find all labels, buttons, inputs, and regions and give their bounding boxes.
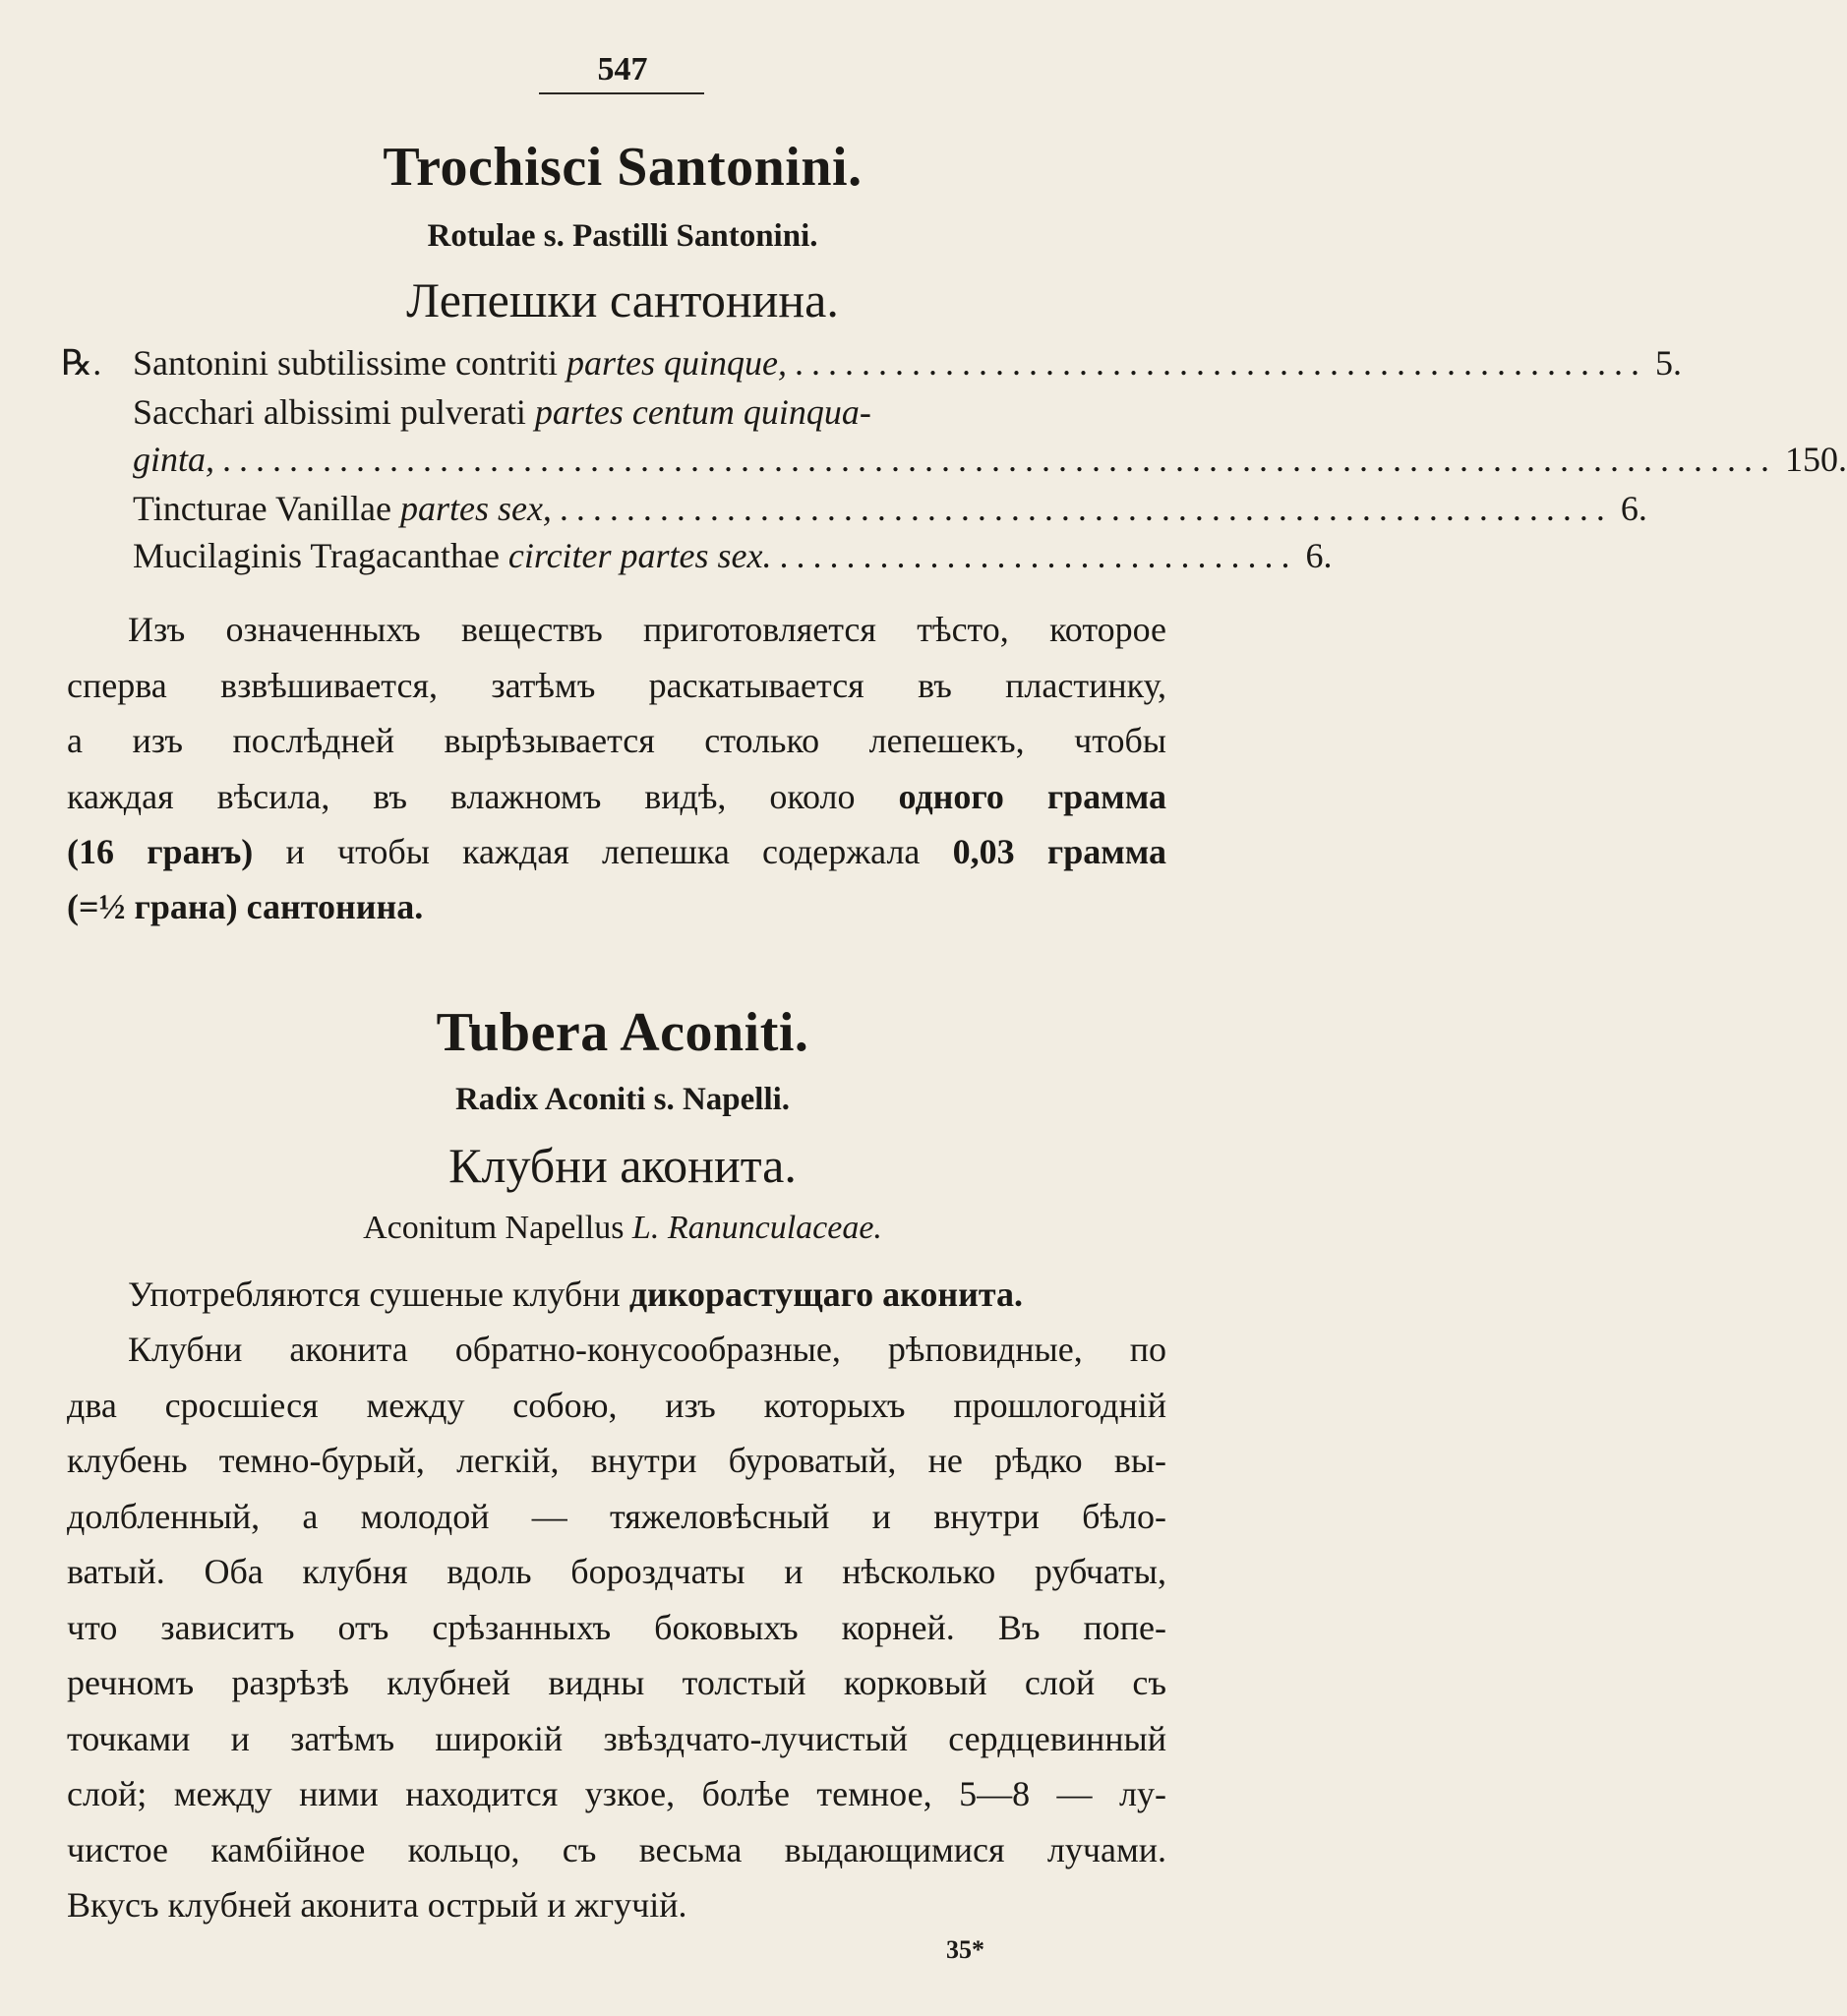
recipe-ingredient: ginta, [133,440,215,479]
recipe-line [133,391,1165,433]
recipe-line [133,488,1647,529]
paragraph-line: долбленный, а молодой — тяжеловѣсный и внутри бѣло- [67,1496,1166,1536]
paragraph-line: клубень темно-бурый, легкій, внутри буроватый, не рѣдко вы- [67,1441,1166,1480]
paragraph-line: Употребляются сушеные клубни дикорастущаго аконита. [128,1275,1023,1314]
header-rule [539,92,704,94]
paragraph-line: точками и затѣмъ широкій звѣздчато-лучистый сердцевинный [67,1718,1166,1758]
recipe-ingredient: Sacchari albissimi pulverati partes centum quinqua- [133,392,871,432]
usage-line [67,1267,1166,1323]
section2-description-end [67,1877,1166,1933]
section1-subtitle: Rotulae s. Pastilli Santonini. [427,218,818,254]
recipe-symbol: ℞. [61,343,102,383]
paragraph-line: каждая вѣсила, въ влажномъ видѣ, около одного грамма [67,776,1166,816]
recipe-ingredient: Mucilaginis Tragacanthae circiter partes sex. [133,536,772,575]
recipe-line [133,342,1682,384]
paragraph-line: два сросшіеся между собою, изъ которыхъ прошлогодній [67,1385,1166,1425]
leader-dots: ............................................................................................. [222,440,1778,479]
leader-dots: ................................................... [794,343,1647,383]
plant-name: Aconitum Napellus L. Ranunculaceae. [363,1210,882,1246]
recipe-line [133,439,1847,480]
section2-russian-title: Клубни аконита. [448,1138,797,1193]
leader-dots: ............................................................... [559,489,1613,528]
section1-russian-title: Лепешки сантонина. [406,272,839,327]
section2-description [67,1322,1166,1877]
recipe-ingredient: Tincturae Vanillae partes sex, [133,489,552,528]
recipe-ingredient: Santonini subtilissime contriti partes quinque, [133,343,787,383]
section2-title: Tubera Aconiti. [436,1002,809,1063]
paragraph-line: Клубни аконита обратно-конусообразные, рѣповидные, по [128,1330,1166,1369]
paragraph-line: (=½ грана) сантонина. [67,887,424,926]
recipe-line [133,535,1333,576]
recipe-amount: 6. [1620,489,1647,528]
paragraph-line: что зависитъ отъ срѣзанныхъ боковыхъ корней. Въ попе- [67,1607,1166,1647]
recipe-amount: 150. [1785,440,1847,479]
paragraph-line: (16 гранъ) и чтобы каждая лепешка содержала 0,03 грамма [67,832,1167,871]
signature-mark: 35* [946,1935,984,1964]
paragraph-line: Вкусъ клубней аконита острый и жгучій. [67,1885,687,1925]
section1-paragraph-end [67,879,1166,935]
paragraph-line: речномъ разрѣзѣ клубней видны толстый корковый слой съ [67,1663,1166,1702]
section1-title: Trochisci Santonini. [383,137,863,198]
paragraph-line: сперва взвѣшивается, затѣмъ раскатывается въ пластинку, [67,665,1166,705]
paragraph-line: а изъ послѣдней вырѣзывается столько лепешекъ, чтобы [67,721,1166,760]
paragraph-line: слой; между ними находится узкое, болѣе темное, 5—8 — лу- [67,1774,1166,1813]
paragraph-line: чистое камбійное кольцо, съ весьма выдающимися лучами. [67,1829,1166,1869]
leader-dots: ............................... [779,536,1298,575]
section2-subtitle: Radix Aconiti s. Napelli. [454,1082,791,1117]
paragraph-line: Изъ означенныхъ веществъ приготовляется тѣсто, которое [128,610,1166,649]
page-number: 547 [597,51,648,88]
recipe-amount: 5. [1654,343,1682,383]
paragraph-line: ватый. Оба клубня вдоль бороздчаты и нѣсколько рубчаты, [67,1552,1166,1591]
recipe-amount: 6. [1305,536,1333,575]
section1-paragraph [67,602,1166,880]
